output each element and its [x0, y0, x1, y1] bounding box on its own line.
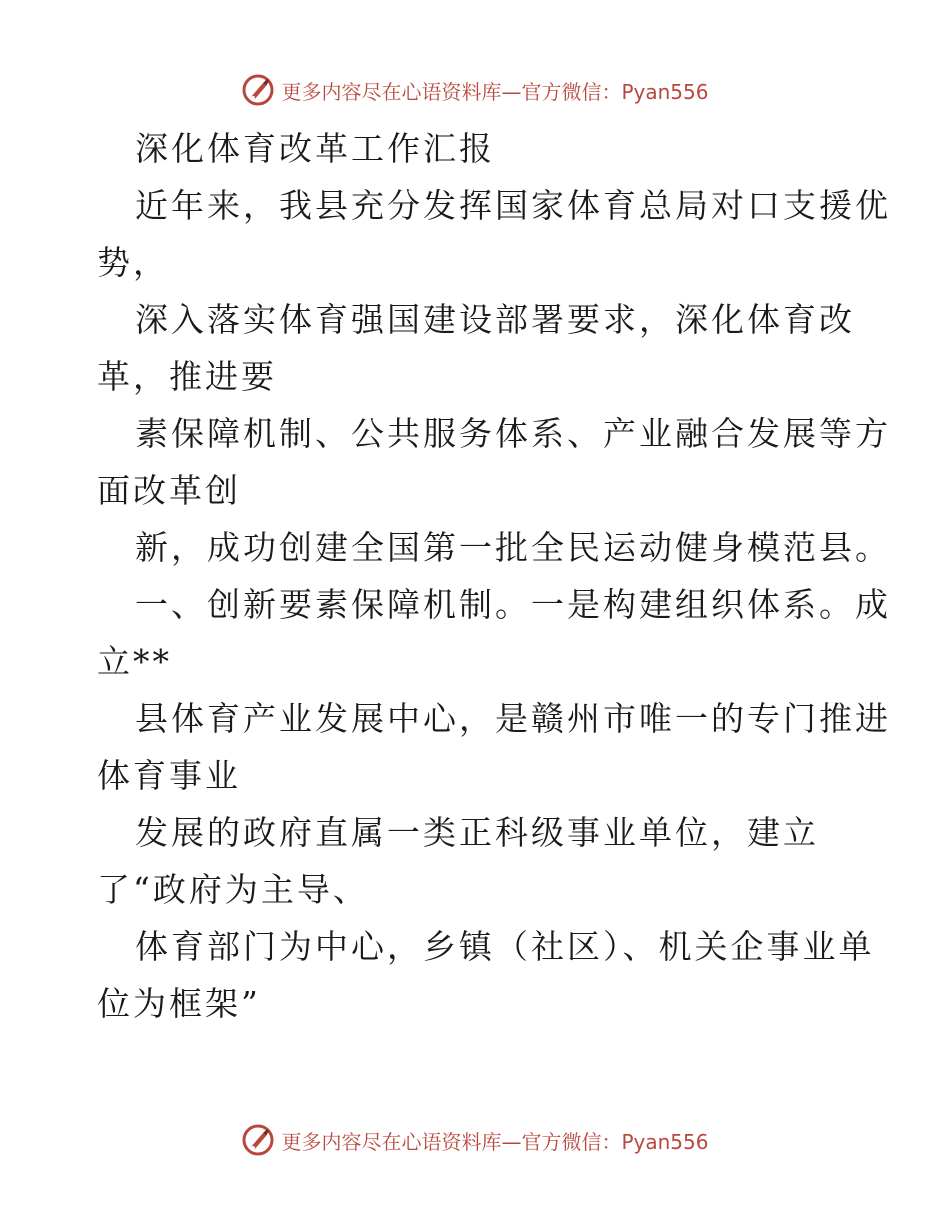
document-title: 深化体育改革工作汇报: [135, 129, 495, 168]
document-body: [97, 120, 891, 1032]
header-banner-text: 更多内容尽在心语资料库—官方微信：Pyan556: [281, 79, 709, 104]
document-line: 近年来，我县充分发挥国家体育总局对口支援优: [135, 186, 891, 225]
document-line: 势，: [97, 243, 169, 282]
document-line: 了“政府为主导、: [97, 870, 369, 909]
footer-banner: [0, 1120, 950, 1160]
document-line: 革，推进要: [97, 357, 277, 396]
document-line: 县体育产业发展中心，是赣州市唯一的专门推进: [135, 699, 891, 738]
header-banner: [0, 70, 950, 110]
document-line: 立**: [97, 642, 172, 681]
document-line: 位为框架”: [97, 984, 261, 1023]
pen-logo-icon: [241, 73, 275, 107]
document-line: 发展的政府直属一类正科级事业单位，建立: [135, 813, 819, 852]
document-line: 一、创新要素保障机制。一是构建组织体系。成: [135, 585, 891, 624]
document-line: 体育部门为中心，乡镇（社区）、机关企事业单: [135, 927, 875, 966]
document-line: 面改革创: [97, 471, 241, 510]
document-line: 体育事业: [97, 756, 241, 795]
pen-logo-icon: [241, 1123, 275, 1157]
document-line: 深入落实体育强国建设部署要求，深化体育改: [135, 300, 855, 339]
document-line: 素保障机制、公共服务体系、产业融合发展等方: [135, 414, 891, 453]
document-line: 新，成功创建全国第一批全民运动健身模范县。: [135, 528, 891, 567]
footer-banner-text: 更多内容尽在心语资料库—官方微信：Pyan556: [281, 1129, 709, 1154]
